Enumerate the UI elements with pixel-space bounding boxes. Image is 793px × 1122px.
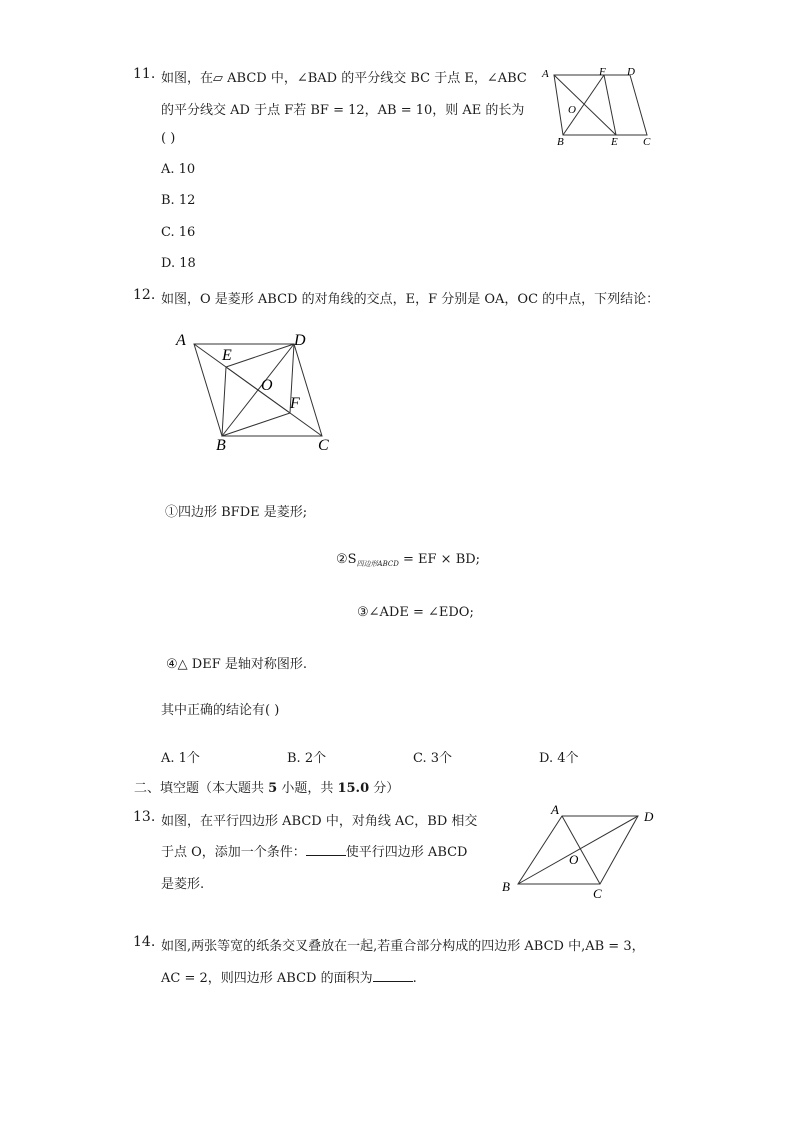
q14-line2-post: . bbox=[412, 971, 417, 986]
q13-line1: 如图，在平行四边形 ABCD 中，对角线 AC，BD 相交 bbox=[161, 814, 478, 829]
q11-label-c: C bbox=[643, 136, 651, 148]
q11-figure bbox=[536, 63, 664, 149]
q11-line1: 如图，在▱ ABCD 中，∠BAD 的平分线交 BC 于点 E，∠ABC bbox=[161, 71, 527, 86]
q12-label-b: B bbox=[216, 437, 226, 454]
q13-figure bbox=[498, 800, 668, 904]
q12-conclusion-2-prefix: ②S bbox=[336, 552, 357, 567]
q12-conclusion-1: ①四边形 BFDE 是菱形; bbox=[165, 505, 308, 520]
section-heading-count: 5 bbox=[268, 781, 278, 796]
q11-label-d: D bbox=[627, 66, 635, 78]
q11-label-f: F bbox=[599, 66, 606, 78]
q12-option-c: C. 3个 bbox=[413, 751, 453, 766]
q12-segment-ef bbox=[226, 367, 290, 413]
q13-line3: 是菱形. bbox=[161, 877, 205, 892]
q14-answer-blank[interactable] bbox=[373, 969, 413, 982]
q13-line2-post: 使平行四边形 ABCD bbox=[345, 845, 468, 860]
q11-segment-ae bbox=[554, 75, 616, 135]
q11-label-o: O bbox=[568, 104, 576, 116]
q14-line2 bbox=[161, 967, 417, 986]
q13-diagonal-bd bbox=[518, 816, 638, 884]
q11-option-c: C. 16 bbox=[161, 225, 196, 240]
q11-label-a: A bbox=[542, 68, 549, 80]
q12-label-a: A bbox=[176, 332, 186, 349]
q13-diagonal-ac bbox=[562, 816, 600, 884]
q12-conclusion-4: ④△ DEF 是轴对称图形. bbox=[166, 657, 307, 672]
q12-text: 如图，O 是菱形 ABCD 的对角线的交点，E，F 分别是 OA，OC 的中点，下列结论： bbox=[161, 292, 660, 307]
q12-label-f: F bbox=[290, 395, 300, 412]
q12-label-d: D bbox=[294, 332, 306, 349]
q13-label-d: D bbox=[644, 809, 654, 824]
q12-number: 12. bbox=[133, 287, 156, 303]
q12-question: 其中正确的结论有( ) bbox=[161, 703, 280, 718]
q14-number: 14. bbox=[133, 934, 156, 950]
q12-conclusion-2-sub: 四边形ABCD bbox=[356, 560, 399, 568]
q11-label-e: E bbox=[611, 136, 618, 148]
q11-label-b: B bbox=[557, 136, 564, 148]
q12-conclusion-3: ③∠ADE = ∠EDO; bbox=[357, 605, 474, 620]
q11-number: 11. bbox=[133, 66, 156, 82]
q11-option-a: A. 10 bbox=[161, 162, 196, 177]
section-heading-suffix: 分） bbox=[369, 781, 400, 796]
q13-number: 13. bbox=[133, 809, 156, 825]
q12-option-d: D. 4个 bbox=[539, 751, 579, 766]
q13-line2 bbox=[161, 841, 467, 860]
q11-segment-fe bbox=[604, 75, 616, 135]
q13-answer-blank[interactable] bbox=[306, 843, 346, 856]
q12-option-b: B. 2个 bbox=[287, 751, 327, 766]
q12-conclusion-2 bbox=[336, 552, 480, 569]
q12-label-c: C bbox=[318, 437, 329, 454]
q12-conclusion-2-rest: = EF × BD; bbox=[398, 552, 481, 567]
q11-paren: ( ) bbox=[161, 131, 176, 146]
q12-figure bbox=[170, 326, 340, 458]
q12-label-e: E bbox=[222, 347, 232, 364]
section-heading-prefix: 二、填空题（本大题共 bbox=[134, 781, 269, 796]
q13-label-c: C bbox=[593, 886, 602, 901]
q13-label-a: A bbox=[551, 802, 559, 817]
section-heading bbox=[134, 777, 399, 796]
q13-line2-pre: 于点 O，添加一个条件： bbox=[161, 845, 306, 860]
q11-option-d: D. 18 bbox=[161, 256, 196, 271]
q12-option-a: A. 1个 bbox=[161, 751, 200, 766]
q11-line2: 的平分线交 AD 于点 F若 BF = 12，AB = 10，则 AE 的长为 bbox=[161, 103, 525, 118]
q14-line1: 如图,两张等宽的纸条交叉叠放在一起,若重合部分构成的四边形 ABCD 中,AB = 3， bbox=[161, 939, 645, 954]
section-heading-middle: 小题，共 bbox=[277, 781, 338, 796]
q14-line2-pre: AC = 2，则四边形 ABCD 的面积为 bbox=[161, 971, 373, 986]
q12-label-o: O bbox=[261, 377, 273, 394]
q13-label-o: O bbox=[569, 852, 579, 867]
q13-label-b: B bbox=[502, 879, 510, 894]
section-heading-score: 15.0 bbox=[337, 781, 370, 796]
q11-option-b: B. 12 bbox=[161, 193, 196, 208]
